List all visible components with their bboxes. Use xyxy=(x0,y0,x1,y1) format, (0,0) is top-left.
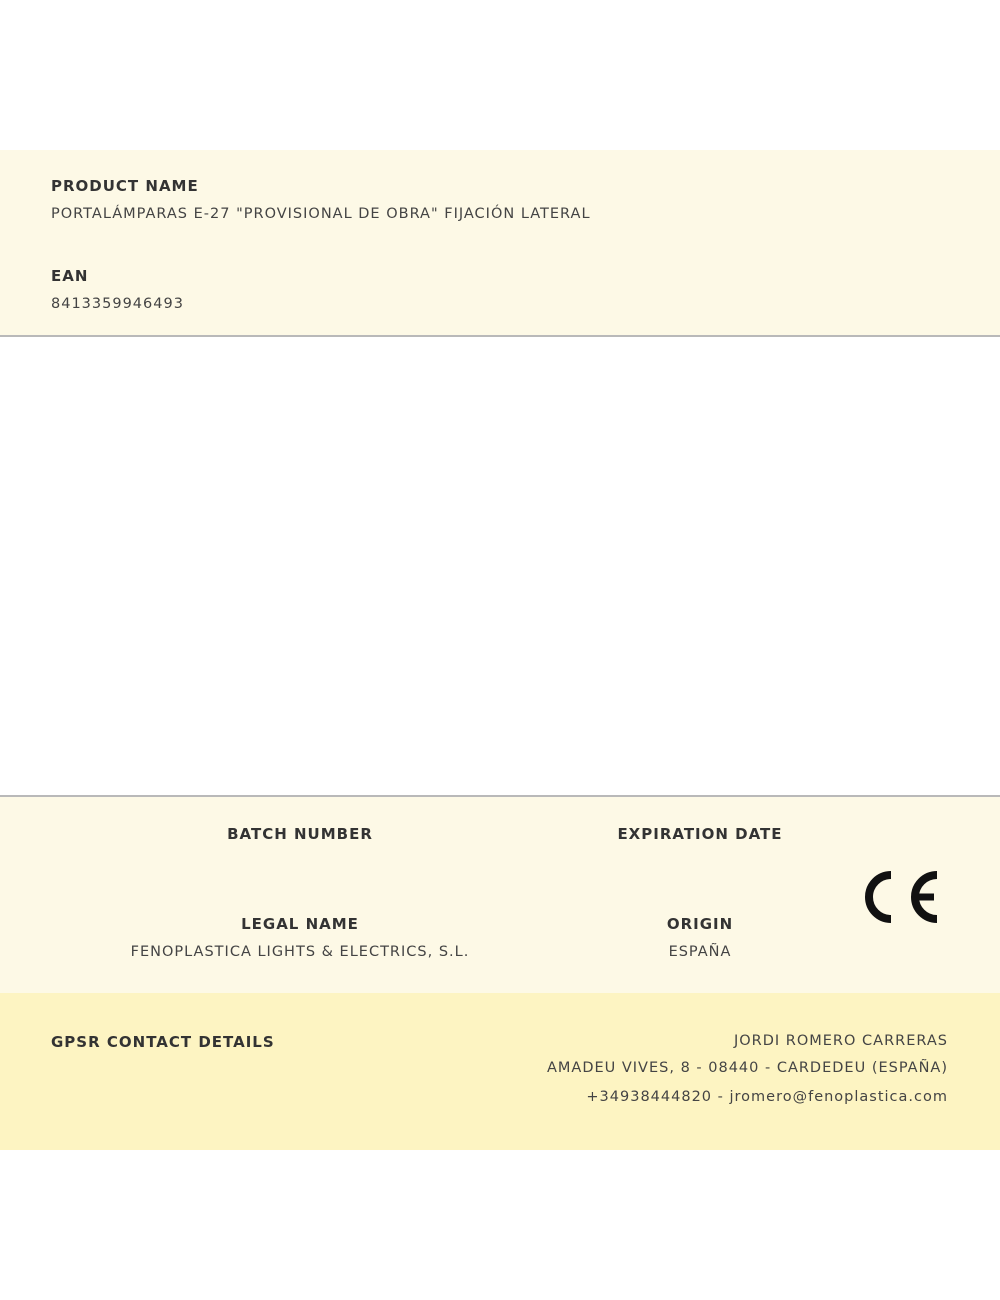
product-name-value: PORTALÁMPARAS E-27 "PROVISIONAL DE OBRA" FIJACIÓN LATERAL xyxy=(51,206,591,222)
expiration-date-label: EXPIRATION DATE xyxy=(617,825,783,843)
origin-label: ORIGIN xyxy=(666,915,734,933)
contact-address: AMADEU VIVES, 8 - 08440 - CARDEDEU (ESPAÑA) xyxy=(546,1060,948,1076)
product-info-section xyxy=(0,150,1000,337)
legal-name-label: LEGAL NAME xyxy=(241,915,359,933)
gpsr-contact-label: GPSR CONTACT DETAILS xyxy=(51,1033,275,1051)
ean-label: EAN xyxy=(51,267,89,285)
product-name-label: PRODUCT NAME xyxy=(51,177,199,195)
gpsr-contact-section xyxy=(0,993,1000,1150)
ean-value: 8413359946493 xyxy=(51,296,184,312)
origin-value: ESPAÑA xyxy=(668,944,732,960)
batch-origin-section xyxy=(0,795,1000,995)
contact-phone-email: +34938444820 - jromero@fenoplastica.com xyxy=(586,1089,948,1105)
batch-number-label: BATCH NUMBER xyxy=(227,825,373,843)
ce-mark-icon xyxy=(858,867,944,927)
legal-name-value: FENOPLASTICA LIGHTS & ELECTRICS, S.L. xyxy=(130,944,470,960)
contact-name: JORDI ROMERO CARRERAS xyxy=(733,1033,948,1049)
